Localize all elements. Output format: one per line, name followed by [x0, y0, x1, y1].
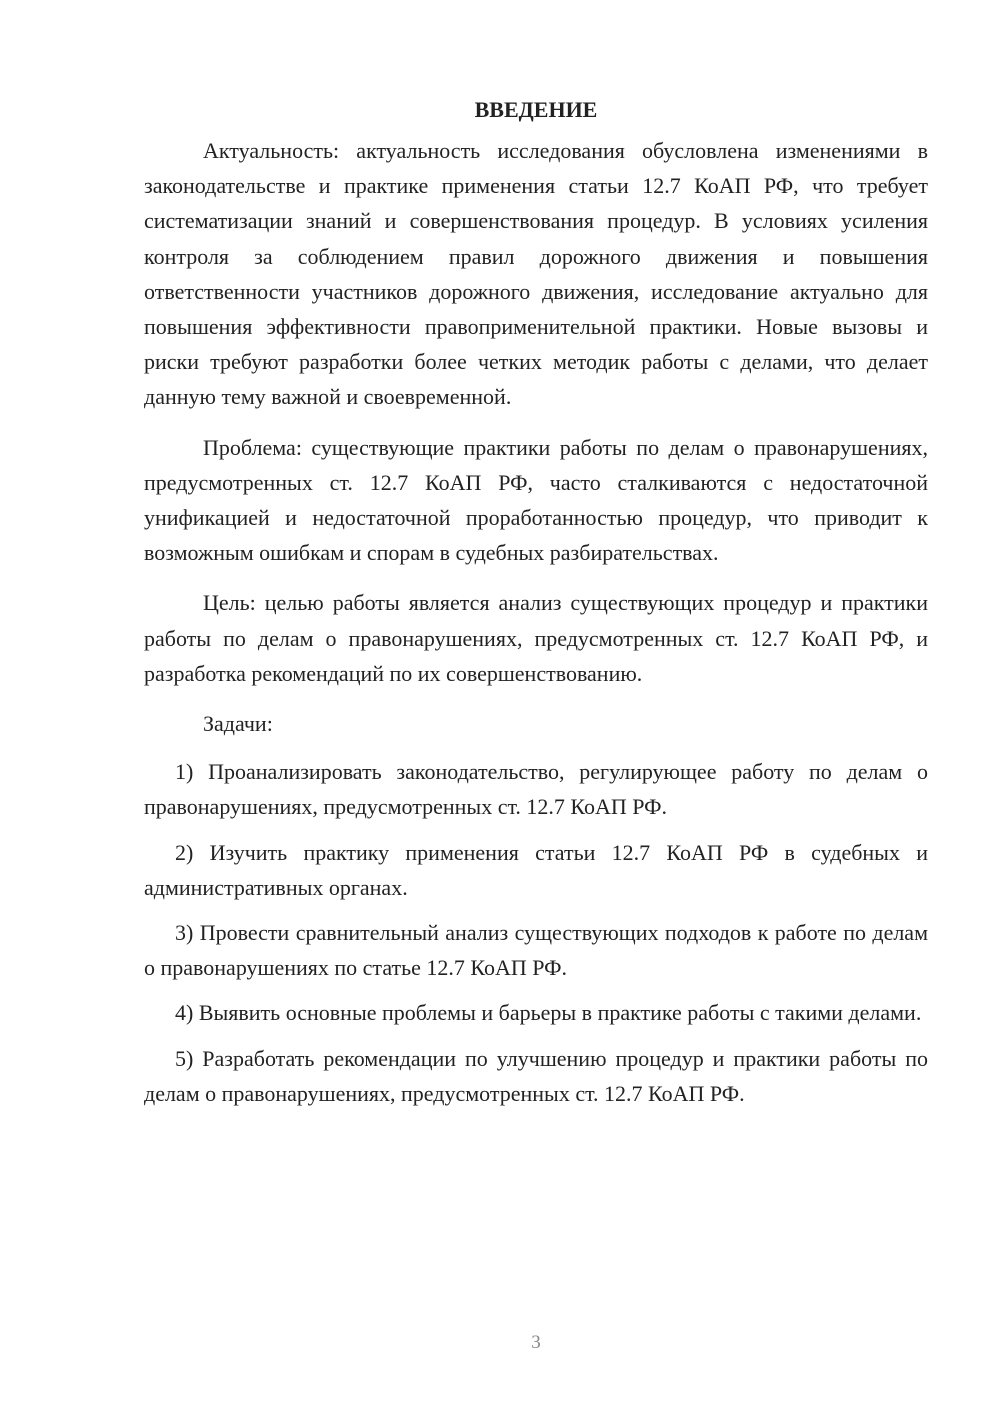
task-item-3: 3) Провести сравнительный анализ существующих подходов к работе по делам о правонарушениях по статье 12.7 КоАП РФ.	[144, 920, 928, 981]
paragraph-goal: Цель: целью работы является анализ существующих процедур и практики работы по делам о правонарушениях, предусмотренных ст. 12.7 КоАП РФ, и разработка рекомендаций по их совершенствованию.	[144, 590, 928, 686]
task-item-1: 1) Проанализировать законодательство, регулирующее работу по делам о правонарушениях, предусмотренных ст. 12.7 КоАП РФ.	[144, 759, 928, 820]
task-item-5: 5) Разработать рекомендации по улучшению процедур и практики работы по делам о правонарушениях, предусмотренных ст. 12.7 КоАП РФ.	[144, 1045, 928, 1106]
section-title: ВВЕДЕНИЕ	[474, 97, 598, 122]
paragraph-problem: Проблема: существующие практики работы по делам о правонарушениях, предусмотренных ст. 12.7 КоАП РФ, часто сталкиваются с недостаточной унификацией и недостаточной проработанностью процедур, что приводит к возможным ошибкам и спорам в судебных разбирательствах.	[144, 434, 928, 566]
page-content	[144, 92, 928, 1121]
task-item-4: 4) Выявить основные проблемы и барьеры в практике работы с такими делами.	[175, 1000, 922, 1026]
tasks-heading: Задачи:	[203, 711, 273, 737]
paragraph-relevance: Актуальность: актуальность исследования обусловлена изменениями в законодательстве и практике применения статьи 12.7 КоАП РФ, что требует систематизации знаний и совершенствования процедур. В условиях усиления контроля за соблюдением правил дорожного движения и повышения ответственности участников дорожного движения, исследование актуально для повышения эффективности правоприменительной практики. Новые вызовы и риски требуют разработки более четких методик работы с делами, что делает данную тему важной и своевременной.	[144, 138, 928, 410]
task-item-2: 2) Изучить практику применения статьи 12.7 КоАП РФ в судебных и административных органах.	[144, 839, 928, 900]
page-number: 3	[531, 1332, 541, 1353]
